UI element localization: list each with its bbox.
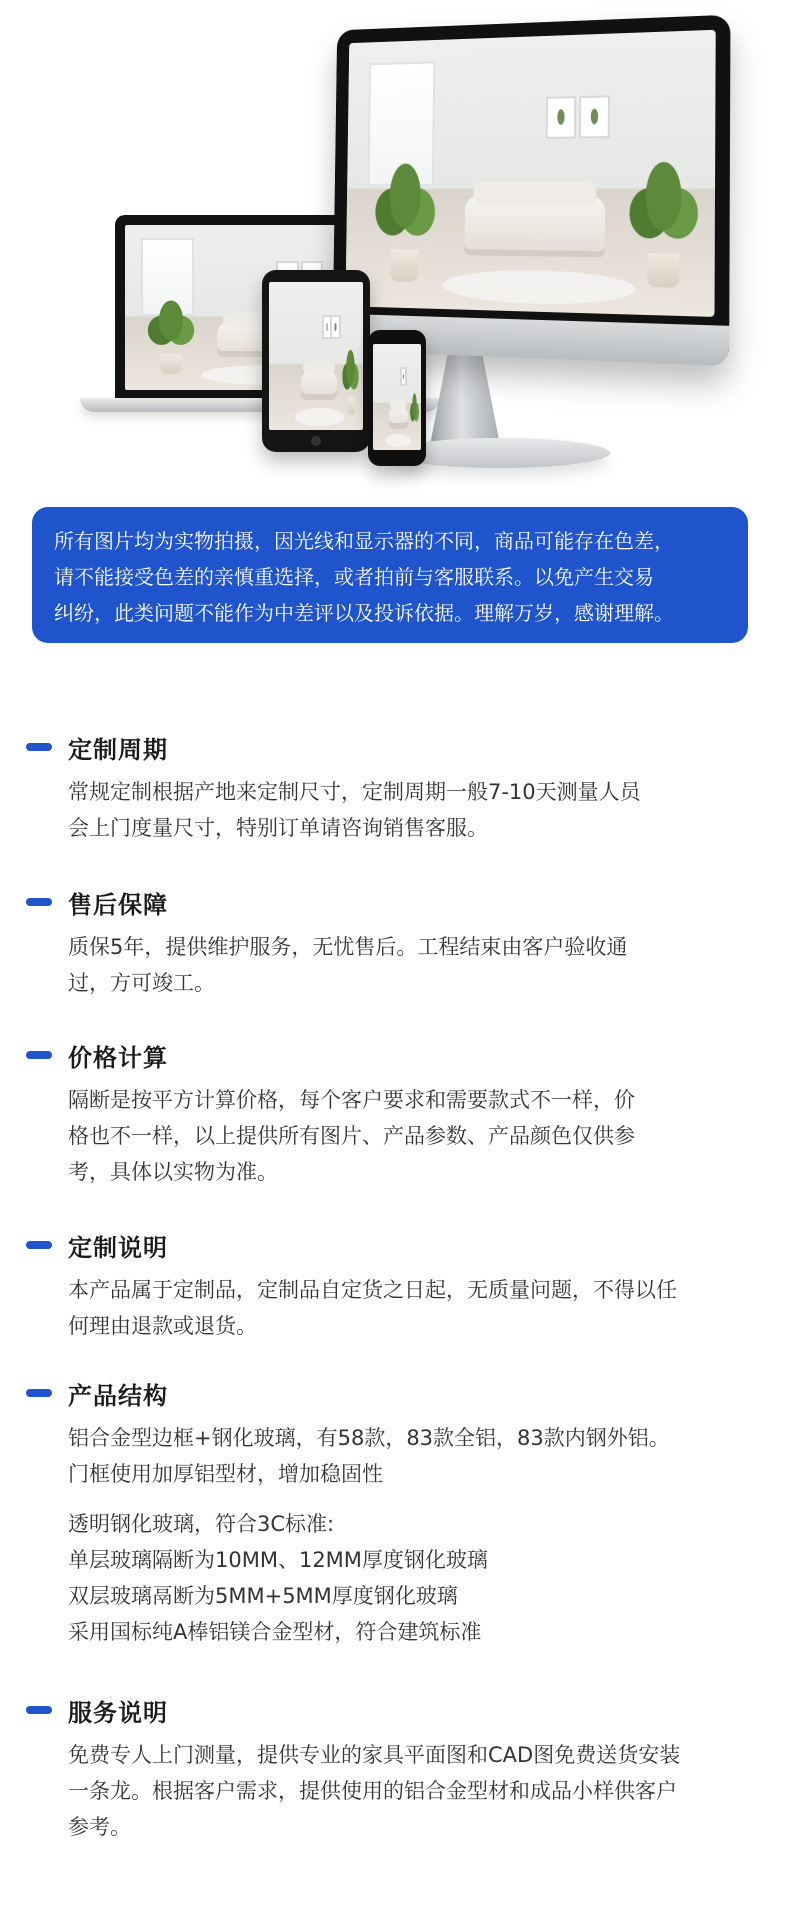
section-text: 采用国标纯A棒铝镁合金型材，符合建筑标准: [68, 1620, 482, 1644]
hero-device-illustration: [0, 0, 790, 500]
section-text: 参考。: [68, 1815, 131, 1839]
section-body: [68, 929, 758, 1001]
color-difference-notice: [32, 507, 748, 643]
section-header: [26, 1038, 168, 1072]
section-text: 质保5年，提供维护服务，无忧售后。工程结束由客户验收通: [68, 935, 628, 959]
section-header: [26, 1376, 168, 1410]
tablet-mockup: [262, 270, 370, 452]
section-accent-bar: [26, 1241, 52, 1249]
section-accent-bar: [26, 1051, 52, 1059]
section-body: [68, 1737, 758, 1845]
section-text: 何理由退款或退货。: [68, 1314, 257, 1338]
section-text: 单层玻璃隔断为10MM、12MM厚度钢化玻璃: [68, 1548, 488, 1572]
phone-mockup: [368, 330, 426, 466]
section-title: 售后保障: [68, 890, 168, 919]
tablet-screen-room-image: [269, 282, 363, 430]
section-header: [26, 1693, 168, 1727]
section-header: [26, 885, 168, 919]
section-text: 隔断是按平方计算价格，每个客户要求和需要款式不一样，价: [68, 1088, 635, 1112]
monitor-screen-room-image: [345, 30, 715, 317]
tablet-home-button: [311, 436, 321, 446]
section-text: 会上门度量尺寸，特别订单请咨询销售客服。: [68, 816, 488, 840]
section-body: [68, 1082, 758, 1190]
section-text: 铝合金型边框+钢化玻璃，有58款，83款全铝，83款内钢外铝。: [68, 1426, 670, 1450]
section-text: 常规定制根据产地来定制尺寸，定制周期一般7-10天测量人员: [68, 780, 641, 804]
section-text: 考，具体以实物为准。: [68, 1160, 278, 1184]
section-accent-bar: [26, 743, 52, 751]
section-header: [26, 730, 168, 764]
section-text: 本产品属于定制品，定制品自定货之日起，无质量问题，不得以任: [68, 1278, 677, 1302]
section-header: [26, 1228, 168, 1262]
section-text: 格也不一样，以上提供所有图片、产品参数、产品颜色仅供参: [68, 1124, 635, 1148]
section-title: 产品结构: [68, 1381, 168, 1410]
section-title: 服务说明: [68, 1698, 168, 1727]
section-text: 免费专人上门测量，提供专业的家具平面图和CAD图免费送货安装: [68, 1743, 681, 1767]
notice-line: 纠纷，此类问题不能作为中差评以及投诉依据。理解万岁，感谢理解。: [54, 601, 674, 625]
phone-screen-room-image: [373, 344, 421, 450]
section-body: [68, 774, 758, 846]
section-text: 透明钢化玻璃，符合3C标准:: [68, 1512, 335, 1536]
section-accent-bar: [26, 1706, 52, 1714]
notice-line: 请不能接受色差的亲慎重选择，或者拍前与客服联系。以免产生交易: [54, 565, 654, 589]
section-text: 门框使用加厚铝型材，增加稳固性: [68, 1462, 383, 1486]
section-title: 定制说明: [68, 1233, 168, 1262]
section-accent-bar: [26, 898, 52, 906]
section-accent-bar: [26, 1389, 52, 1397]
monitor-stand: [430, 355, 500, 445]
monitor-mockup: [332, 15, 730, 366]
section-text: 一条龙。根据客户需求，提供使用的铝合金型材和成品小样供客户: [68, 1779, 677, 1803]
section-text: 双层玻璃鬲断为5MM+5MM厚度钢化玻璃: [68, 1584, 458, 1608]
section-body: [68, 1272, 758, 1344]
section-title: 定制周期: [68, 735, 168, 764]
section-text: 过，方可竣工。: [68, 971, 215, 995]
section-body: [68, 1420, 758, 1650]
section-title: 价格计算: [68, 1043, 168, 1072]
notice-line: 所有图片均为实物拍摄，因光线和显示器的不同，商品可能存在色差，: [54, 529, 674, 553]
